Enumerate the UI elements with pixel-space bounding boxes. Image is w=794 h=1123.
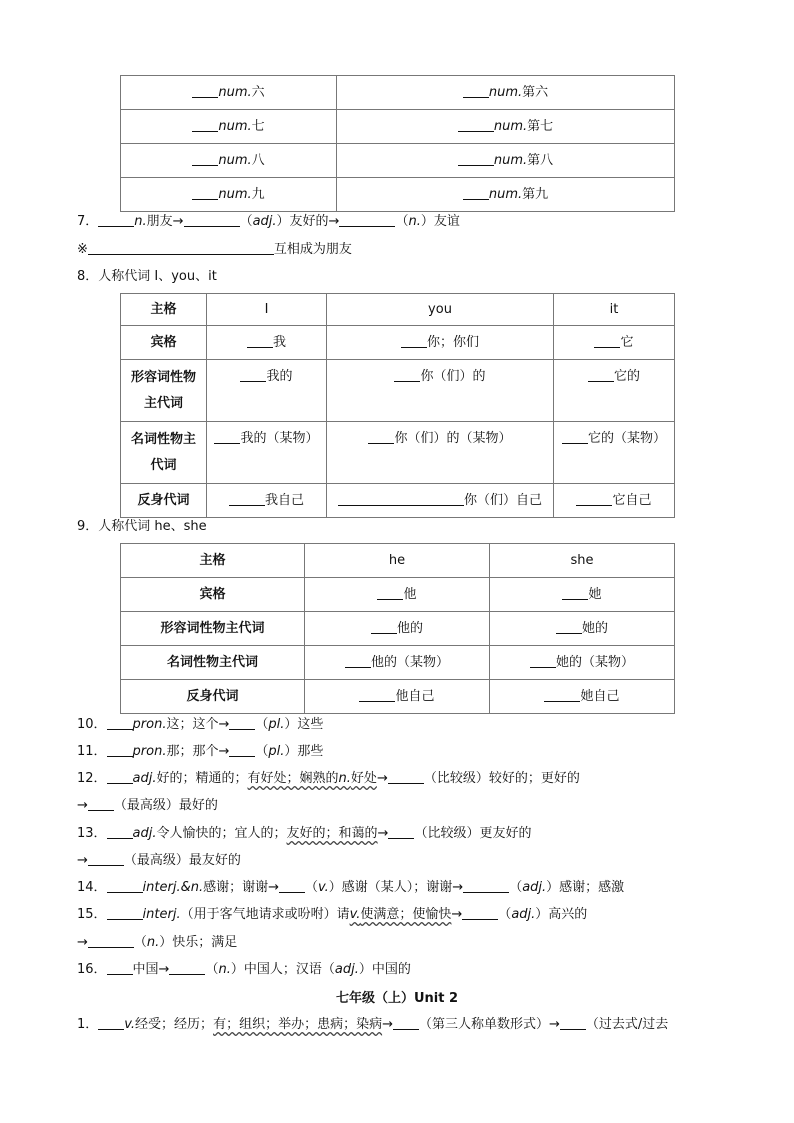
item-7: 7． n.朋友→ （adj.）友好的→ （n.）友谊: [77, 214, 460, 229]
table-row: 主格 he she: [121, 544, 675, 578]
table-row: 主格 I you it: [121, 294, 675, 326]
table-row: num.六 num.第六: [121, 76, 675, 110]
table-row: 反身代词 他自己 她自己: [121, 680, 675, 714]
table-row: num.七 num.第七: [121, 110, 675, 144]
table-row: num.八 num.第八: [121, 144, 675, 178]
pronoun-table-i-you-it: [120, 293, 675, 518]
unit-title: 七年级（上）Unit 2: [335, 991, 459, 1006]
item-15-cont: → （n.）快乐；满足: [77, 935, 238, 950]
item-7-note: ※ 互相成为朋友: [77, 242, 352, 257]
table-row: 名词性物主代词 他的（某物） 她的（某物）: [121, 646, 675, 680]
item-10: 10． pron.这；这个→ （pl.）这些: [77, 717, 324, 732]
table-row: 宾格 我 你；你们 它: [121, 326, 675, 360]
number-table: [120, 75, 675, 212]
item-11: 11． pron.那；那个→ （pl.）那些: [77, 744, 324, 759]
table-row: num.九 num.第九: [121, 178, 675, 212]
item-14: 14． interj.&n.感谢；谢谢→ （v.）感谢（某人）；谢谢→ （adj.）感谢；感激: [77, 880, 625, 895]
item-13-cont: → （最高级）最友好的: [77, 853, 241, 868]
table-row: 形容词性物 主代词 我的 你（们）的 它的: [121, 360, 675, 422]
item-9-title: 9．人称代词 he、she: [77, 519, 207, 534]
item-12-cont: → （最高级）最好的: [77, 798, 218, 813]
pronoun-table-he-she: [120, 543, 675, 714]
item-8-title: 8．人称代词 I、you、it: [77, 269, 217, 284]
table-row: 名词性物主 代词 我的（某物） 你（们）的（某物） 它的（某物）: [121, 422, 675, 484]
table-row: 形容词性物主代词 他的 她的: [121, 612, 675, 646]
item-16: 16． 中国→ （n.）中国人；汉语（adj.）中国的: [77, 962, 411, 977]
item-15: 15． interj.（用于客气地请求或吩咐）请v.使满意；使愉快→ （adj.）高兴的: [77, 907, 588, 922]
item-12: 12． adj.好的；精通的；有好处；娴熟的n.好处→ （比较级）较好的；更好的: [77, 771, 580, 786]
table-row: 宾格 他 她: [121, 578, 675, 612]
unit2-item-1: 1． v.经受；经历；有；组织；举办；患病；染病→ （第三人称单数形式）→ （过去式/过去: [77, 1017, 669, 1032]
item-13: 13． adj.令人愉快的；宜人的；友好的；和蔼的→ （比较级）更友好的: [77, 826, 532, 841]
table-row: 反身代词 我自己 你（们）自己 它自己: [121, 484, 675, 518]
